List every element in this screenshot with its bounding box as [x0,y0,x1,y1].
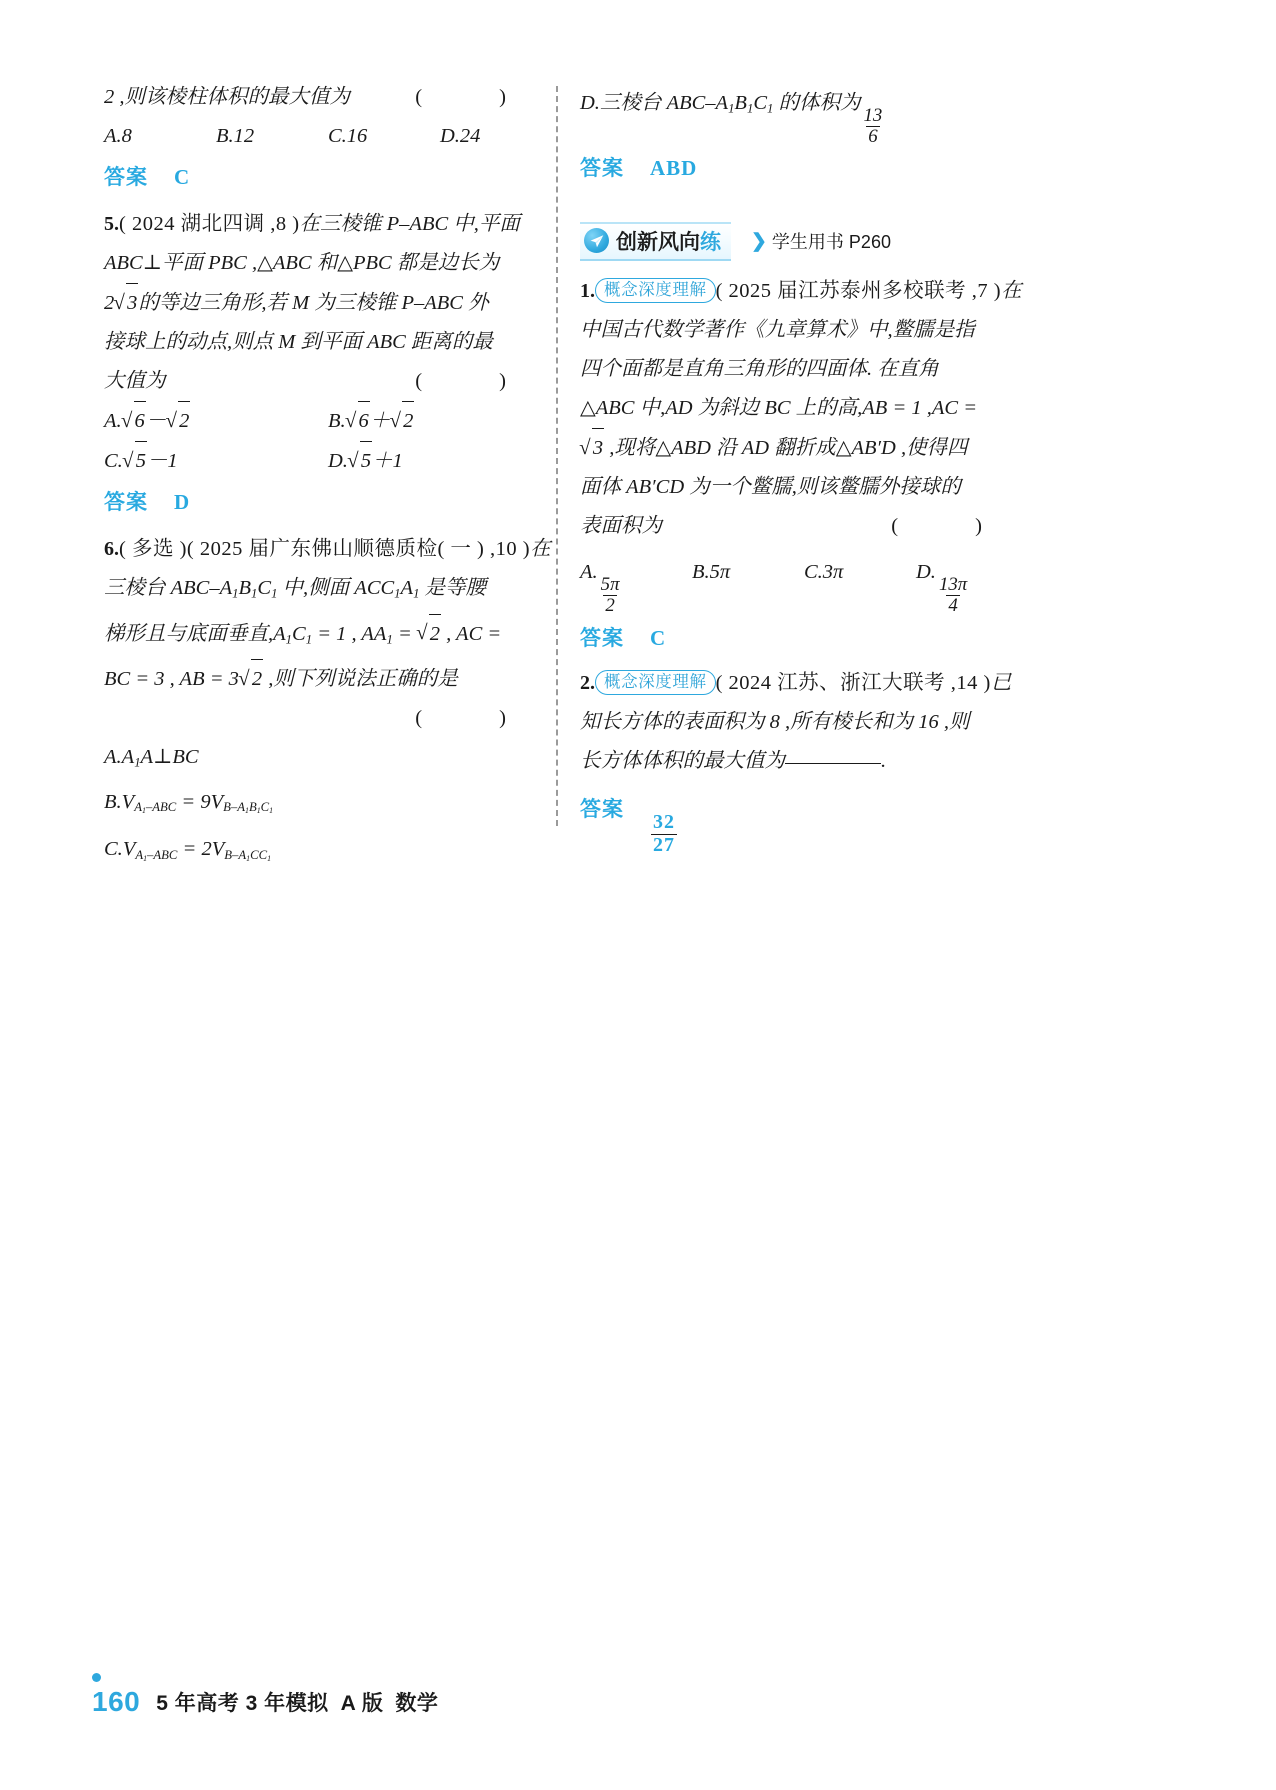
q1-source: ( 2025 届江苏泰州多校联考 ,7 ) [715,280,1002,303]
q4-answer-row [104,158,552,197]
q1-option-c[interactable]: C.3π [804,561,844,584]
question-4-tail [104,78,552,197]
q2-answer-frac-num: 32 [653,811,675,834]
q1-tag-badge: 概念深度理解 [595,278,716,303]
q4-option-c[interactable]: C.16 [328,125,368,147]
q5-answer-label: 答案 [104,490,148,514]
q5-options-row-2 [104,441,552,481]
q2-stem-2: 知长方体的表面积为 8 ,所有棱长和为 16 ,则 [580,710,970,733]
q6-paren-line [104,699,552,738]
q1-line-5: √ 3 ,现将△ABD 沿 AD 翻折成△AB′D ,使得四 [580,428,1028,468]
q1-line-2 [580,311,1028,350]
q1-stem-6: 面体 AB′CD 为一个鳖臑,则该鳖臑外接球的 [580,476,961,499]
page-number: 160 [92,1686,141,1717]
q4-stem-text: 2 ,则该棱柱体积的最大值为 [104,86,350,108]
q2-stem-1: 已 [990,671,1012,694]
q6-option-b[interactable]: $B.V_{A_1-ABC} = 9V_{B-A_1B_1C_1}$ [104,790,274,816]
q5-option-d[interactable]: D. √ 5＋1 [328,441,552,481]
footer-title-series: 5 年高考 3 年模拟 [156,1692,329,1715]
q6-number: 6. [104,538,119,560]
q5-line-4 [104,323,552,362]
q5-source: ( 2024 湖北四调 ,8 ) [119,213,300,235]
q2-answer-row [580,783,1028,856]
q1-options [580,546,1028,616]
question-5 [104,205,552,522]
q6-option-d[interactable]: D.三棱台 ABC–$A_1B_1C_1$ 的体积为 $\frac{13}{6}$ [580,92,883,148]
q2-line-3 [580,742,1028,781]
column-divider [556,86,558,826]
q2-answer-frac-den: 27 [653,833,675,856]
q1-option-d[interactable] [916,546,1028,616]
q1-line-1 [580,272,1028,311]
q4-option-d[interactable]: D.24 [440,125,481,147]
page-footer [92,1686,438,1718]
question-6 [104,530,552,878]
q4-choice-paren: ( ) [415,86,542,108]
q5-stem-2: ABC⊥平面 PBC ,△ABC 和△PBC 都是边长为 [104,252,500,274]
q4-options [104,117,552,156]
q6-source: ( 2025 届广东佛山顺德质检( 一 ) ,10 ) [186,538,531,560]
q6-line-2: 三棱台 ABC–$A_1B_1C_1$ 中,侧面 $ACC_1A_1$ 是等腰 [104,577,487,601]
q4-answer-label: 答案 [104,165,148,189]
q1-d-frac-den: 4 [948,595,958,617]
q4-stem-line [104,78,552,117]
q1-choice-paren: ( ) [891,515,1018,538]
q1-answer-value: C [650,625,667,650]
q6-answer-label: 答案 [580,156,624,181]
q1-line-7 [580,507,1028,546]
innovation-question-2 [580,664,1028,856]
right-column [580,78,1028,858]
q6-answer-row [580,149,1028,188]
q1-stem-3: 四个面都是直角三角形的四面体. 在直角 [580,358,939,381]
q6-answer-value: ABD [650,156,698,181]
q5-option-b[interactable]: B. √ 6＋ √ 2 [328,401,552,441]
banner-text-main: 创新风向 [616,230,700,254]
q4-answer-value: C [174,165,191,189]
q5-choice-paren: ( ) [415,370,542,392]
q2-line-1 [580,664,1028,703]
left-column [104,78,552,880]
q6-line-1 [104,530,552,569]
q1-line-3 [580,350,1028,389]
student-book-reference [751,228,891,254]
innovation-question-1 [580,272,1028,657]
q1-number: 1. [580,280,595,303]
q1-stem-1: 在 [1001,280,1022,303]
banner-text-accent: 练 [700,230,721,254]
q4-option-b[interactable]: B.12 [216,125,255,147]
footer-dot-icon [92,1673,101,1682]
footer-title [156,1687,438,1717]
q1-line-4: △ABC 中,AD 为斜边 BC 上的高,AB = 1 ,AC = [580,397,978,420]
q1-option-a[interactable] [580,546,692,616]
question-6-continued [580,78,1028,188]
q5-option-a[interactable]: A. √ 6－ √ 2 [104,401,328,441]
q1-option-b[interactable]: B.5π [692,561,731,584]
q6-line-4: BC = 3 , AB = 3 √ 2 ,则下列说法正确的是 [104,659,552,699]
q5-answer-row [104,483,552,522]
q1-option-a-label: A. [580,561,598,584]
q5-line-5 [104,362,552,401]
q5-answer-value: D [174,490,191,514]
q6-option-a[interactable]: $A.A_1A\perp BC$ [104,746,199,770]
q6-stem-1: 在 [530,538,551,560]
innovation-banner-row [580,224,1028,258]
q2-number: 2. [580,671,595,694]
footer-title-edition: A 版 [340,1692,384,1715]
student-book-label: 学生用书 P260 [771,232,891,252]
q1-answer-label: 答案 [580,625,624,650]
paper-plane-icon [584,228,609,253]
q6-d-frac-num: 13 [863,104,883,126]
q1-stem-2: 中国古代数学著作《九章算术》中,鳖臑是指 [580,319,975,342]
q2-source: ( 2024 江苏、浙江大联考 ,14 ) [715,671,991,694]
q4-option-a[interactable]: A.8 [104,125,132,147]
q6-multi-marker: ( 多选 ) [119,538,187,560]
q6-line-3: 梯形且与底面垂直$,A_1C_1 = 1$ , $AA_1$ = √ 2 , AC = [104,614,552,660]
q1-stem-7: 表面积为 [580,515,662,538]
q1-option-d-label: D. [916,561,936,584]
footer-title-subject: 数学 [395,1692,439,1715]
q5-stem-5: 大值为 [104,370,166,392]
q1-line-6 [580,468,1028,507]
q1-a-frac-num: 5π [600,574,620,596]
q6-choice-paren: ( ) [415,707,542,730]
q5-line-3: 2 √ 3的等边三角形,若 M 为三棱锥 P–ABC 外 [104,283,552,323]
q5-option-c[interactable]: C. √ 5－1 [104,441,328,481]
q5-stem-1: 在三棱锥 P–ABC 中,平面 [299,213,520,235]
q5-line-1 [104,205,552,244]
q5-stem-4: 接球上的动点,则点 M 到平面 ABC 距离的最 [104,331,493,353]
chevron-right-icon: ❯ [751,230,767,252]
q5-number: 5. [104,213,119,235]
q2-tag-badge: 概念深度理解 [595,670,716,695]
q1-answer-row [580,619,1028,658]
innovation-banner [580,222,731,261]
q6-option-c[interactable]: $C.V_{A_1-ABC} = 2V_{B-A_1CC_1}$ [104,838,271,864]
q1-d-frac-num: 13π [938,574,968,596]
innovation-banner-label [616,226,721,256]
q2-stem-3-post: . [881,749,887,772]
q1-a-frac-den: 2 [605,595,615,617]
q2-line-2 [580,703,1028,742]
q2-answer-blank[interactable] [785,763,881,764]
q5-line-2 [104,244,552,283]
q2-stem-3: 长方体体积的最大值为 [580,749,785,772]
q5-options-row-1 [104,401,552,441]
q2-answer-label: 答案 [580,796,624,821]
q6-d-frac-den: 6 [868,126,878,148]
